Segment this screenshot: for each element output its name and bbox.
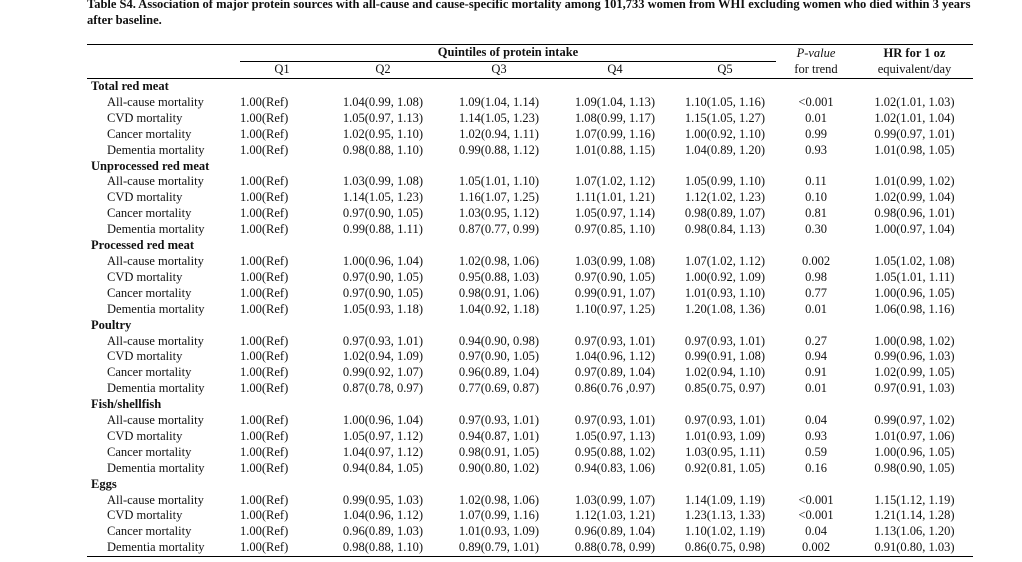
cell-hr: 1.06(0.98, 1.16) — [874, 301, 955, 316]
cell-q3: 0.77(0.69, 0.87) — [458, 381, 540, 396]
cell-hr: 1.05(1.02, 1.08) — [874, 253, 955, 268]
cell-p: 0.27 — [805, 333, 827, 348]
cell-q1: 1.00(Ref) — [240, 190, 289, 205]
group-label: Fish/shellfish — [91, 397, 162, 412]
cell-p: 0.77 — [805, 285, 827, 300]
cell-q1: 1.00(Ref) — [240, 253, 289, 268]
cell-hr: 1.00(0.97, 1.04) — [874, 222, 955, 237]
cell-p: 0.01 — [805, 110, 827, 125]
cell-q4: 0.97(0.93, 1.01) — [574, 333, 656, 348]
table-row — [87, 381, 973, 397]
table-row — [87, 270, 973, 286]
cell-q5: 1.20(1.08, 1.36) — [684, 301, 766, 316]
cell-q2: 1.04(0.96, 1.12) — [342, 508, 424, 523]
cell-p: 0.04 — [805, 413, 827, 428]
cell-q2: 1.04(0.99, 1.08) — [342, 94, 424, 109]
cell-p: 0.91 — [805, 365, 827, 380]
cell-q2: 0.94(0.84, 1.05) — [342, 460, 424, 475]
cell-hr: 1.02(1.01, 1.03) — [874, 94, 955, 109]
cell-q4: 1.03(0.99, 1.07) — [574, 492, 656, 507]
cell-q5: 0.85(0.75, 0.97) — [684, 381, 766, 396]
cell-hr: 0.98(0.96, 1.01) — [874, 206, 955, 221]
cell-q4: 1.07(1.02, 1.12) — [574, 174, 656, 189]
table-row — [87, 493, 973, 509]
cell-q5: 0.97(0.93, 1.01) — [684, 333, 766, 348]
cell-hr: 0.99(0.97, 1.02) — [874, 413, 955, 428]
cell-q3: 0.89(0.79, 1.01) — [442, 540, 556, 556]
table-row — [87, 413, 973, 429]
table-row — [87, 286, 973, 302]
cell-q3: 1.04(0.92, 1.18) — [458, 301, 540, 316]
cell-hr: 1.00(0.98, 1.02) — [874, 333, 955, 348]
cell-p: 0.11 — [805, 174, 827, 189]
cell-q4: 1.05(0.97, 1.14) — [574, 206, 656, 221]
cell-q1: 1.00(Ref) — [240, 126, 289, 141]
cell-q3: 1.03(0.95, 1.12) — [458, 206, 540, 221]
cell-q2: 1.00(0.96, 1.04) — [342, 413, 424, 428]
table-row — [87, 461, 973, 477]
table-row — [87, 365, 973, 381]
outcome-label: Dementia mortality — [107, 222, 205, 237]
cell-q4: 1.01(0.88, 1.15) — [574, 142, 656, 157]
cell-q3: 0.87(0.77, 0.99) — [458, 222, 540, 237]
cell-p: 0.98 — [805, 269, 827, 284]
group-row — [87, 79, 973, 95]
cell-hr: 1.02(0.99, 1.05) — [874, 365, 955, 380]
cell-q5: 0.98(0.89, 1.07) — [684, 206, 766, 221]
cell-q5: 1.07(1.02, 1.12) — [684, 253, 766, 268]
cell-q1: 1.00(Ref) — [240, 413, 289, 428]
cell-q5: 1.05(0.99, 1.10) — [684, 174, 766, 189]
cell-q2: 0.97(0.90, 1.05) — [342, 269, 424, 284]
table-row — [87, 222, 973, 238]
cell-q4: 0.96(0.89, 1.04) — [574, 524, 656, 539]
cell-q5: 1.03(0.95, 1.11) — [685, 444, 765, 459]
cell-q1: 1.00(Ref) — [240, 444, 289, 459]
cell-q4: 0.99(0.91, 1.07) — [574, 285, 656, 300]
pvalue-header-line2: for trend — [776, 62, 856, 79]
cell-q5: 1.12(1.02, 1.23) — [684, 190, 766, 205]
outcome-label: All-cause mortality — [107, 94, 204, 109]
cell-q1: 1.00(Ref) — [240, 285, 289, 300]
cell-q1: 1.00(Ref) — [240, 492, 289, 507]
cell-q2: 1.05(0.97, 1.13) — [342, 110, 424, 125]
table-row — [87, 349, 973, 365]
cell-q1: 1.00(Ref) — [240, 460, 289, 475]
cell-q2: 1.05(0.93, 1.18) — [342, 301, 424, 316]
outcome-label: Dementia mortality — [107, 381, 205, 396]
cell-q1: 1.00(Ref) — [240, 381, 289, 396]
cell-q5: 1.02(0.94, 1.10) — [684, 365, 766, 380]
group-label: Eggs — [91, 476, 117, 491]
outcome-label: Cancer mortality — [107, 444, 192, 459]
outcome-label: All-cause mortality — [107, 413, 204, 428]
cell-q4: 1.03(0.99, 1.08) — [574, 253, 656, 268]
cell-q5: 0.97(0.93, 1.01) — [684, 413, 766, 428]
cell-q4: 0.97(0.85, 1.10) — [574, 222, 656, 237]
cell-hr: 0.91(0.80, 1.03) — [856, 540, 973, 556]
outcome-label: CVD mortality — [107, 349, 183, 364]
outcome-label: CVD mortality — [107, 110, 183, 125]
cell-q1: 1.00(Ref) — [240, 333, 289, 348]
cell-q3: 0.90(0.80, 1.02) — [458, 460, 540, 475]
cell-hr: 0.99(0.97, 1.01) — [874, 126, 955, 141]
cell-hr: 1.01(0.98, 1.05) — [874, 142, 955, 157]
cell-q2: 1.02(0.95, 1.10) — [342, 126, 424, 141]
outcome-label: All-cause mortality — [107, 253, 204, 268]
cell-hr: 1.15(1.12, 1.19) — [874, 492, 955, 507]
cell-q3: 1.01(0.93, 1.09) — [458, 524, 540, 539]
outcome-label: Dementia mortality — [107, 142, 205, 157]
cell-hr: 1.13(1.06, 1.20) — [874, 524, 955, 539]
outcome-label: Cancer mortality — [107, 285, 192, 300]
hr-header-line2: equivalent/day — [856, 62, 973, 79]
cell-p: <0.001 — [798, 492, 834, 507]
cell-q4: 0.97(0.89, 1.04) — [574, 365, 656, 380]
cell-q1: 1.00(Ref) — [240, 174, 289, 189]
cell-q4: 1.09(1.04, 1.13) — [574, 94, 656, 109]
header-empty-cell — [87, 45, 240, 62]
outcome-label: CVD mortality — [107, 269, 183, 284]
outcome-label: CVD mortality — [107, 428, 183, 443]
cell-q3: 1.02(0.94, 1.11) — [459, 126, 539, 141]
cell-hr: 1.05(1.01, 1.11) — [874, 269, 955, 284]
cell-q4: 1.10(0.97, 1.25) — [574, 301, 656, 316]
cell-q1: 1.00(Ref) — [240, 269, 289, 284]
cell-p: 0.10 — [805, 190, 827, 205]
cell-q5: 1.00(0.92, 1.10) — [684, 126, 766, 141]
table-row — [87, 190, 973, 206]
outcome-label: Dementia mortality — [107, 301, 205, 316]
cell-hr: 1.01(0.99, 1.02) — [874, 174, 955, 189]
cell-q3: 1.02(0.98, 1.06) — [458, 492, 540, 507]
outcome-label: Cancer mortality — [107, 365, 192, 380]
cell-q1: 1.00(Ref) — [240, 142, 289, 157]
col-header-q3: Q3 — [442, 62, 556, 79]
cell-q4: 1.04(0.96, 1.12) — [574, 349, 656, 364]
cell-q1: 1.00(Ref) — [240, 206, 289, 221]
cell-q1: 1.00(Ref) — [240, 110, 289, 125]
table-row — [87, 127, 973, 143]
col-header-q2: Q2 — [324, 62, 442, 79]
cell-q2: 1.02(0.94, 1.09) — [342, 349, 424, 364]
cell-q5: 1.23(1.13, 1.33) — [684, 508, 766, 523]
cell-q5: 1.14(1.09, 1.19) — [684, 492, 766, 507]
cell-q2: 1.04(0.97, 1.12) — [342, 444, 424, 459]
cell-q5: 1.10(1.05, 1.16) — [684, 94, 766, 109]
table-body — [87, 79, 973, 557]
cell-q5: 1.00(0.92, 1.09) — [684, 269, 766, 284]
cell-q1: 1.00(Ref) — [240, 365, 289, 380]
cell-hr: 1.01(0.97, 1.06) — [874, 428, 955, 443]
cell-q1: 1.00(Ref) — [240, 222, 289, 237]
table-row — [87, 429, 973, 445]
cell-p: 0.93 — [805, 142, 827, 157]
cell-p: 0.30 — [805, 222, 827, 237]
cell-p: 0.59 — [805, 444, 827, 459]
col-header-q1: Q1 — [240, 62, 324, 79]
cell-q3: 1.09(1.04, 1.14) — [458, 94, 540, 109]
cell-q2: 0.96(0.89, 1.03) — [342, 524, 424, 539]
outcome-label: Cancer mortality — [107, 206, 192, 221]
cell-q2: 1.00(0.96, 1.04) — [342, 253, 424, 268]
cell-q5: 1.01(0.93, 1.10) — [684, 285, 766, 300]
cell-q5: 1.01(0.93, 1.09) — [684, 428, 766, 443]
table-row — [87, 206, 973, 222]
cell-q4: 1.08(0.99, 1.17) — [574, 110, 656, 125]
outcome-label: Dementia mortality — [87, 540, 240, 556]
pvalue-header-line1: P-value — [776, 45, 856, 62]
outcome-label: Cancer mortality — [107, 126, 192, 141]
cell-q2: 1.03(0.99, 1.08) — [342, 174, 424, 189]
cell-p: 0.002 — [776, 540, 856, 556]
outcome-label: CVD mortality — [107, 190, 183, 205]
cell-q4: 0.95(0.88, 1.02) — [574, 444, 656, 459]
cell-q3: 1.05(1.01, 1.10) — [458, 174, 540, 189]
cell-p: 0.01 — [805, 381, 827, 396]
cell-q4: 0.97(0.93, 1.01) — [574, 413, 656, 428]
cell-q4: 0.94(0.83, 1.06) — [574, 460, 656, 475]
table-row — [87, 508, 973, 524]
cell-q5: 0.92(0.81, 1.05) — [684, 460, 766, 475]
cell-q4: 0.86(0.76 ,0.97) — [574, 381, 656, 396]
cell-q1: 1.00(Ref) — [240, 508, 289, 523]
outcome-label: All-cause mortality — [107, 333, 204, 348]
cell-p: 0.16 — [805, 460, 827, 475]
cell-q3: 1.02(0.98, 1.06) — [458, 253, 540, 268]
table-row — [87, 540, 973, 556]
cell-q5: 0.98(0.84, 1.13) — [684, 222, 766, 237]
cell-q2: 0.98(0.88, 1.10) — [324, 540, 442, 556]
cell-q2: 0.97(0.90, 1.05) — [342, 285, 424, 300]
cell-q3: 0.96(0.89, 1.04) — [458, 365, 540, 380]
table-row — [87, 524, 973, 540]
cell-p: 0.01 — [805, 301, 827, 316]
cell-q2: 0.99(0.88, 1.11) — [343, 222, 423, 237]
cell-q3: 0.94(0.90, 0.98) — [458, 333, 540, 348]
cell-q3: 1.14(1.05, 1.23) — [458, 110, 540, 125]
group-row — [87, 238, 973, 254]
group-row — [87, 159, 973, 175]
cell-q3: 1.07(0.99, 1.16) — [458, 508, 540, 523]
cell-hr: 1.02(0.99, 1.04) — [874, 190, 955, 205]
cell-p: 0.93 — [805, 428, 827, 443]
cell-q2: 1.05(0.97, 1.12) — [342, 428, 424, 443]
cell-q5: 0.99(0.91, 1.08) — [684, 349, 766, 364]
cell-q3: 0.94(0.87, 1.01) — [458, 428, 540, 443]
table-row — [87, 95, 973, 111]
cell-p: 0.81 — [805, 206, 827, 221]
cell-hr: 1.00(0.96, 1.05) — [874, 285, 955, 300]
cell-q3: 0.98(0.91, 1.05) — [458, 444, 540, 459]
cell-p: <0.001 — [798, 94, 834, 109]
group-label: Processed red meat — [91, 238, 194, 253]
cell-q1: 1.00(Ref) — [240, 349, 289, 364]
cell-q1: 1.00(Ref) — [240, 301, 289, 316]
cell-q3: 1.16(1.07, 1.25) — [458, 190, 540, 205]
cell-hr: 1.00(0.96, 1.05) — [874, 444, 955, 459]
cell-hr: 0.98(0.90, 1.05) — [874, 460, 955, 475]
cell-q2: 0.97(0.93, 1.01) — [342, 333, 424, 348]
cell-q4: 0.88(0.78, 0.99) — [556, 540, 674, 556]
cell-q3: 0.98(0.91, 1.06) — [458, 285, 540, 300]
table-row — [87, 143, 973, 159]
hr-header-line1: HR for 1 oz — [856, 45, 973, 62]
table-caption: Table S4. Association of major protein sources with all-cause and cause-specific mortality among 101,733 women from WHI excluding women who died within 3 years after baseline. — [87, 0, 971, 27]
table-row — [87, 254, 973, 270]
cell-q5: 1.04(0.89, 1.20) — [684, 142, 766, 157]
outcome-label: Cancer mortality — [107, 524, 192, 539]
cell-p: 0.002 — [801, 253, 831, 268]
group-row — [87, 318, 973, 334]
outcome-label: Dementia mortality — [107, 460, 205, 475]
cell-q2: 0.87(0.78, 0.97) — [342, 381, 424, 396]
cell-q2: 0.99(0.92, 1.07) — [342, 365, 424, 380]
cell-q4: 1.11(1.01, 1.21) — [575, 190, 655, 205]
cell-q5: 0.86(0.75, 0.98) — [674, 540, 776, 556]
cell-q3: 0.97(0.93, 1.01) — [458, 413, 540, 428]
table-row — [87, 334, 973, 350]
cell-q4: 1.05(0.97, 1.13) — [574, 428, 656, 443]
cell-q4: 0.97(0.90, 1.05) — [574, 269, 656, 284]
cell-q1: 1.00(Ref) — [240, 94, 289, 109]
group-label: Total red meat — [91, 79, 169, 93]
cell-q4: 1.12(1.03, 1.21) — [574, 508, 656, 523]
cell-p: <0.001 — [798, 508, 834, 523]
col-header-q4: Q4 — [556, 62, 674, 79]
group-label: Unprocessed red meat — [91, 158, 210, 173]
group-row — [87, 397, 973, 413]
cell-q1: 1.00(Ref) — [240, 540, 324, 556]
group-label: Poultry — [91, 317, 132, 332]
outcome-label: CVD mortality — [107, 508, 183, 523]
cell-q2: 0.97(0.90, 1.05) — [342, 206, 424, 221]
cell-p: 0.94 — [805, 349, 827, 364]
cell-p: 0.99 — [805, 126, 827, 141]
cell-q5: 1.15(1.05, 1.27) — [684, 110, 766, 125]
cell-hr: 0.97(0.91, 1.03) — [874, 381, 955, 396]
header-empty-cell — [87, 62, 240, 79]
cell-q3: 0.97(0.90, 1.05) — [458, 349, 540, 364]
group-row — [87, 477, 973, 493]
table-header — [87, 45, 973, 79]
cell-q2: 0.98(0.88, 1.10) — [342, 142, 424, 157]
table-row — [87, 445, 973, 461]
table-row — [87, 111, 973, 127]
cell-q3: 0.95(0.88, 1.03) — [458, 269, 540, 284]
outcome-label: All-cause mortality — [107, 492, 204, 507]
cell-p: 0.04 — [805, 524, 827, 539]
outcome-label: All-cause mortality — [107, 174, 204, 189]
cell-q1: 1.00(Ref) — [240, 524, 289, 539]
cell-q1: 1.00(Ref) — [240, 428, 289, 443]
cell-hr: 0.99(0.96, 1.03) — [874, 349, 955, 364]
table-row — [87, 302, 973, 318]
table-row — [87, 174, 973, 190]
cell-q2: 1.14(1.05, 1.23) — [342, 190, 424, 205]
col-header-q5: Q5 — [674, 62, 776, 79]
cell-q5: 1.10(1.02, 1.19) — [684, 524, 766, 539]
cell-hr: 1.02(1.01, 1.04) — [874, 110, 955, 125]
results-table — [87, 44, 973, 557]
cell-hr: 1.21(1.14, 1.28) — [874, 508, 955, 523]
quintiles-header: Quintiles of protein intake — [240, 45, 776, 62]
cell-q2: 0.99(0.95, 1.03) — [342, 492, 424, 507]
cell-q3: 0.99(0.88, 1.12) — [458, 142, 540, 157]
cell-q4: 1.07(0.99, 1.16) — [574, 126, 656, 141]
